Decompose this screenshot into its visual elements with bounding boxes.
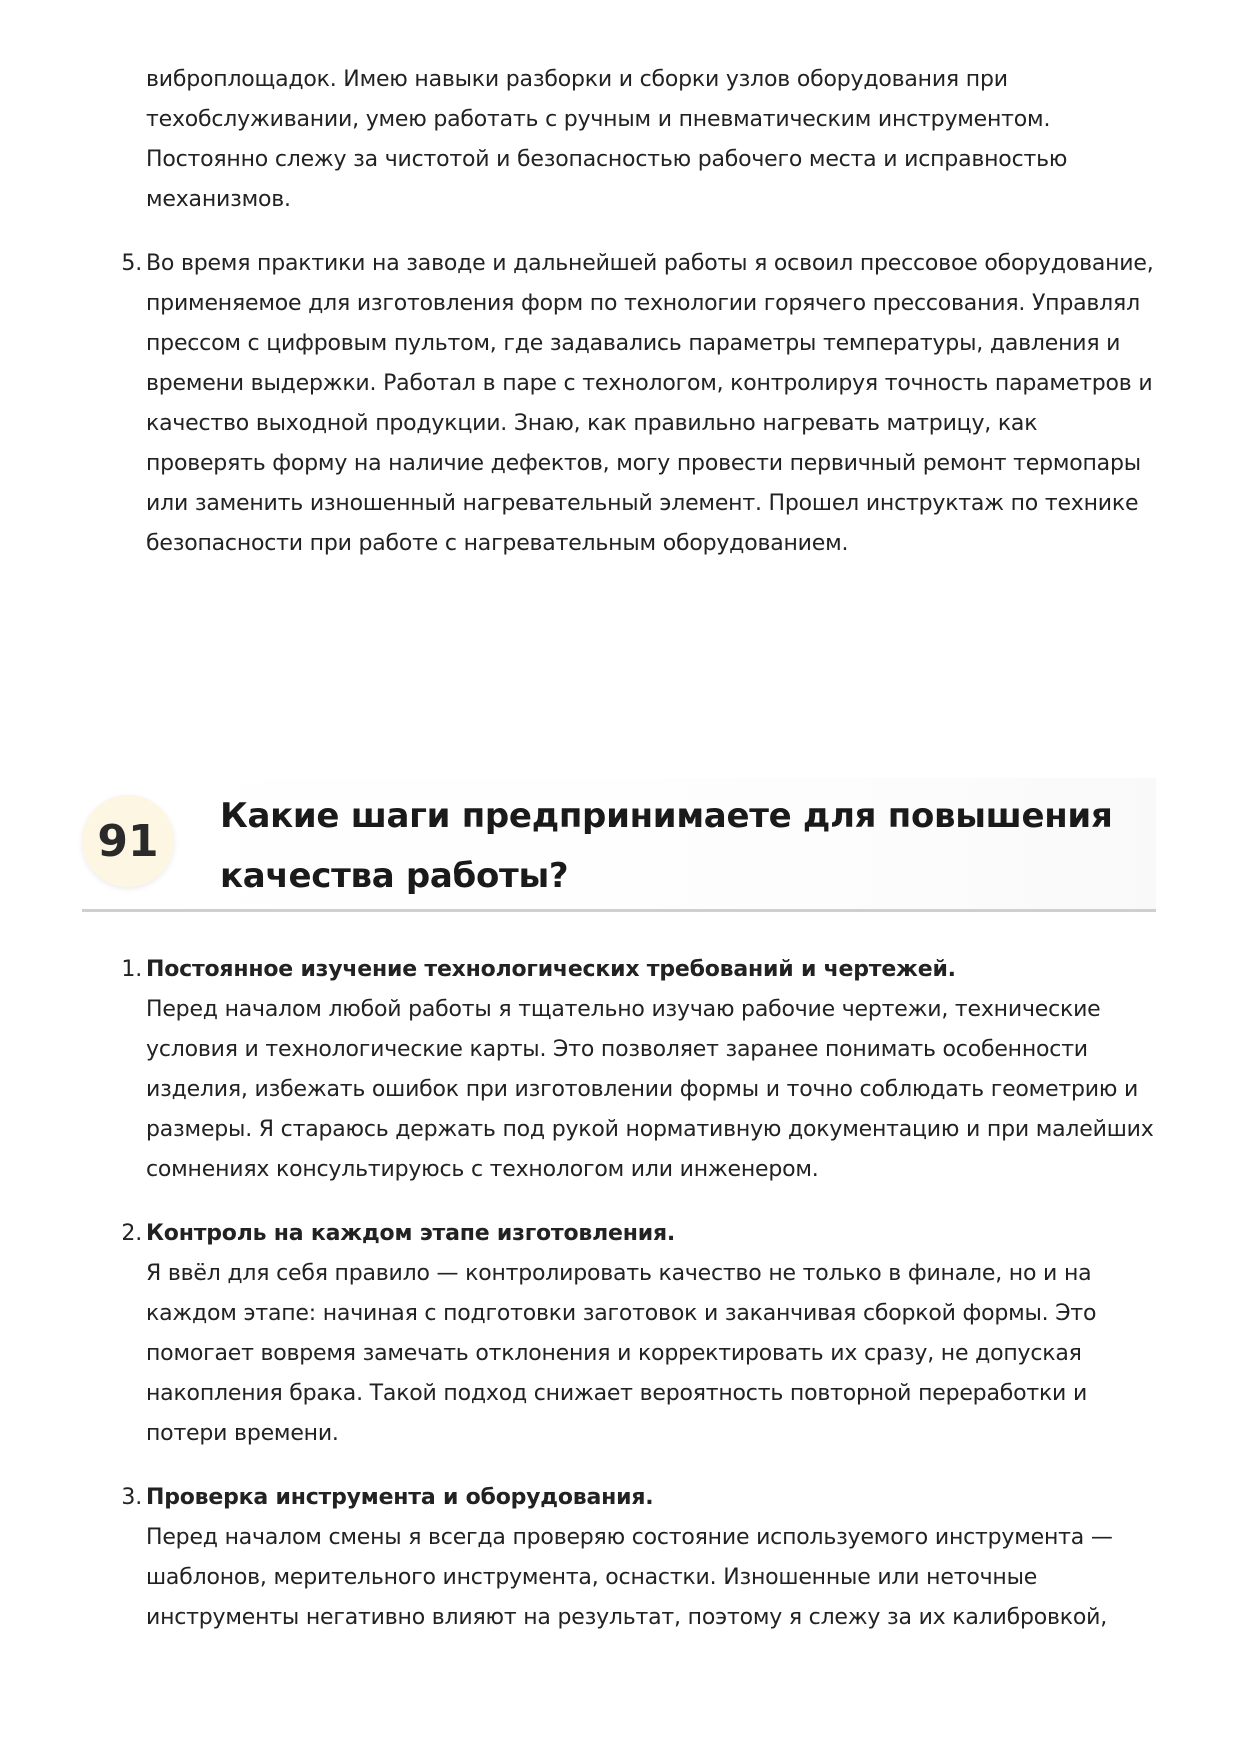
question-title: Какие шаги предпринимаете для повышения качества работы? <box>220 796 1113 896</box>
answer-text: Перед началом смены я всегда проверяю состояние используемого инструмента — шаблонов, мерительного инструмента, оснастки. Изношенные или неточные инструменты негативно влияют на результат, поэтому я слежу за их калибровкой, <box>146 1525 1113 1630</box>
answer-item <box>146 1478 1156 1638</box>
answer-text: Перед началом любой работы я тщательно изучаю рабочие чертежи, технические условия и технологические карты. Это позволяет заранее понимать особенности изделия, избежать ошибок при изготовлении формы и точно соблюдать геометрию и размеры. Я стараюсь держать под рукой нормативную документацию и при малейших сомнениях консультируюсь с технологом или инженером. <box>146 997 1154 1182</box>
answer-title: Постоянное изучение технологических требований и чертежей. <box>146 957 956 982</box>
list-item-number: 5. <box>121 251 142 276</box>
answer-number: 1. <box>121 957 142 982</box>
answer-item <box>146 1214 1156 1454</box>
answer-title: Контроль на каждом этапе изготовления. <box>146 1221 676 1246</box>
list-item-text: Во время практики на заводе и дальнейшей работы я освоил прессовое оборудование, применяемое для изготовления форм по технологии горячего прессования. Управлял прессом с цифровым пультом, где задавались параметры температуры, давления и времени выдержки. Работал в паре с технологом, контролируя точность параметров и качество выходной продукции. Знаю, как правильно нагревать матрицу, как проверять форму на наличие дефектов, могу провести первичный ремонт термопары или заменить изношенный нагревательный элемент. Прошел инструктаж по технике безопасности при работе с нагревательным оборудованием. <box>146 251 1154 556</box>
question-header <box>82 778 1156 912</box>
answer-item <box>146 950 1156 1190</box>
answer-text: Я ввёл для себя правило — контролировать качество не только в финале, но и на каждом этапе: начиная с подготовки заготовок и заканчивая сборкой формы. Это помогает вовремя замечать отклонения и корректировать их сразу, не допуская накопления брака. Такой подход снижает вероятность повторной переработки и потери времени. <box>146 1261 1097 1446</box>
answer-number: 2. <box>121 1221 142 1246</box>
continuation-paragraph: виброплощадок. Имею навыки разборки и сборки узлов оборудования при техобслуживании, умею работать с ручным и пневматическим инструментом. Постоянно слежу за чистотой и безопасностью рабочего места и исправностью механизмов. <box>146 67 1068 212</box>
question-number-badge: 91 <box>82 795 174 887</box>
answer-number: 3. <box>121 1485 142 1510</box>
answer-title: Проверка инструмента и оборудования. <box>146 1485 654 1510</box>
